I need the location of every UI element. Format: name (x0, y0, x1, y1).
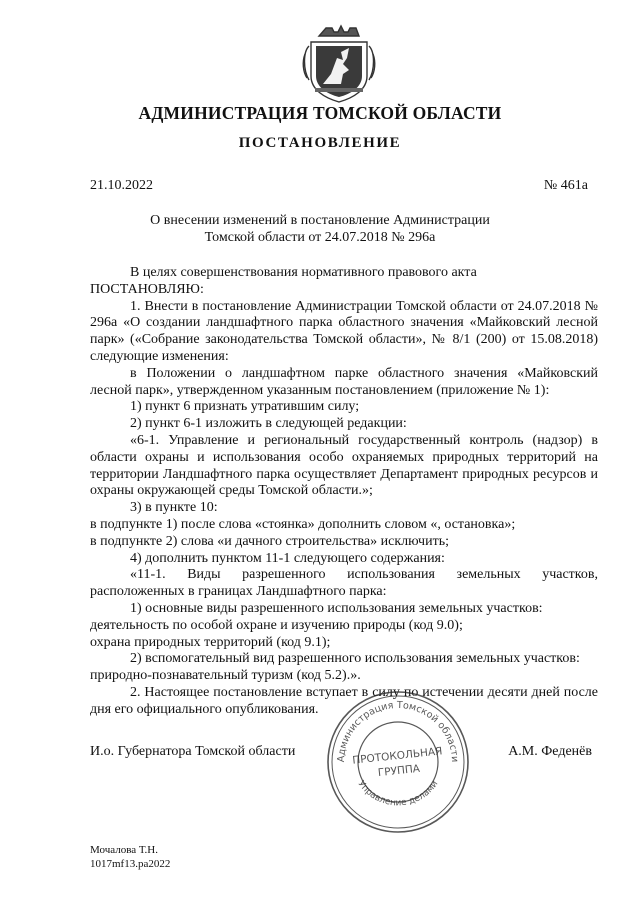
body-paragraph: В целях совершенствования нормативного правового акта (130, 265, 477, 280)
stamp-outer-top: Администрация Томской области (335, 699, 461, 763)
signatory-position: И.о. Губернатора Томской области (90, 744, 296, 759)
executor-code: 1017mf13.pa2022 (90, 858, 171, 870)
subject-line: О внесении изменений в постановление Администрации (150, 213, 490, 228)
stamp-center-line1: ПРОТОКОЛЬНАЯ (351, 745, 443, 767)
body-paragraph: в подпункте 1) после слова «стоянка» дополнить словом «, остановка»; (90, 516, 516, 532)
body-paragraph: 3) в пункте 10: (130, 500, 218, 516)
stamp-outer-text (356, 779, 441, 808)
document-date: 21.10.2022 (90, 178, 153, 193)
body-paragraph: расположенных в границах Ландшафтного парка: (90, 584, 387, 600)
body-paragraph: охрана природных территорий (код 9.1); (90, 634, 331, 650)
coat-of-arms-icon (301, 22, 377, 106)
document-subject (0, 212, 640, 246)
stamp-center-line2: ГРУППА (377, 762, 421, 780)
body-paragraph: 1) основные виды разрешенного использования земельных участков: (130, 600, 543, 616)
document-number: № 461а (543, 178, 588, 193)
body-paragraph: природно-познавательный туризм (код 5.2).». (90, 668, 361, 684)
body-paragraph: «6-1. Управление и региональный государственный контроль (надзор) в области охраны и использования особо охраняемых природных территорий на территории Ландшафтного парка осуществляет Департамент природных ресурсов и охраны окружающей среды Томской области.»; (90, 432, 598, 499)
document-type: ПОСТАНОВЛЕНИЕ (238, 135, 402, 151)
document-body (90, 265, 598, 719)
subject-line: Томской области от 24.07.2018 № 296а (204, 230, 436, 245)
signatory-name: А.М. Феденёв (508, 744, 592, 759)
body-paragraph: 2. Настоящее постановление вступает в силу по истечении десяти дней после дня его официального опубликования. (90, 684, 598, 717)
body-paragraph: в подпункте 2) слова «и дачного строительства» исключить; (90, 533, 449, 549)
body-paragraph: ПОСТАНОВЛЯЮ: (90, 281, 204, 297)
body-paragraph: 2) вспомогательный вид разрешенного использования земельных участков: (130, 651, 580, 667)
executor-name: Мочалова Т.Н. (90, 844, 158, 856)
official-stamp (322, 686, 474, 838)
organization-name: АДМИНИСТРАЦИЯ ТОМСКОЙ ОБЛАСТИ (138, 103, 502, 123)
executor-info (90, 843, 170, 871)
body-paragraph: деятельность по особой охране и изучению природы (код 9.0); (90, 617, 463, 633)
body-paragraph: «11-1. Виды разрешенного использования земельных участков, (130, 567, 598, 583)
stamp-outer-bottom: Управление делами (355, 779, 441, 809)
body-paragraph: 1) пункт 6 признать утратившим силу; (130, 399, 360, 415)
body-paragraph: 4) дополнить пунктом 11-1 следующего содержания: (130, 550, 445, 566)
body-paragraph: 1. Внести в постановление Администрации Томской области от 24.07.2018 № 296а «О создании ландшафтного парка областного значения «Майковский лесной парк» («Собрание законодательства Томской области», № 8/1 (200) от 15.08.2018) следующие изменения: (90, 298, 598, 364)
body-paragraph: в Положении о ландшафтном парке областного значения «Майковский лесной парк», утвержденном указанным постановлением (приложение № 1): (90, 365, 598, 398)
body-paragraph: 2) пункт 6-1 изложить в следующей редакции: (130, 416, 407, 432)
